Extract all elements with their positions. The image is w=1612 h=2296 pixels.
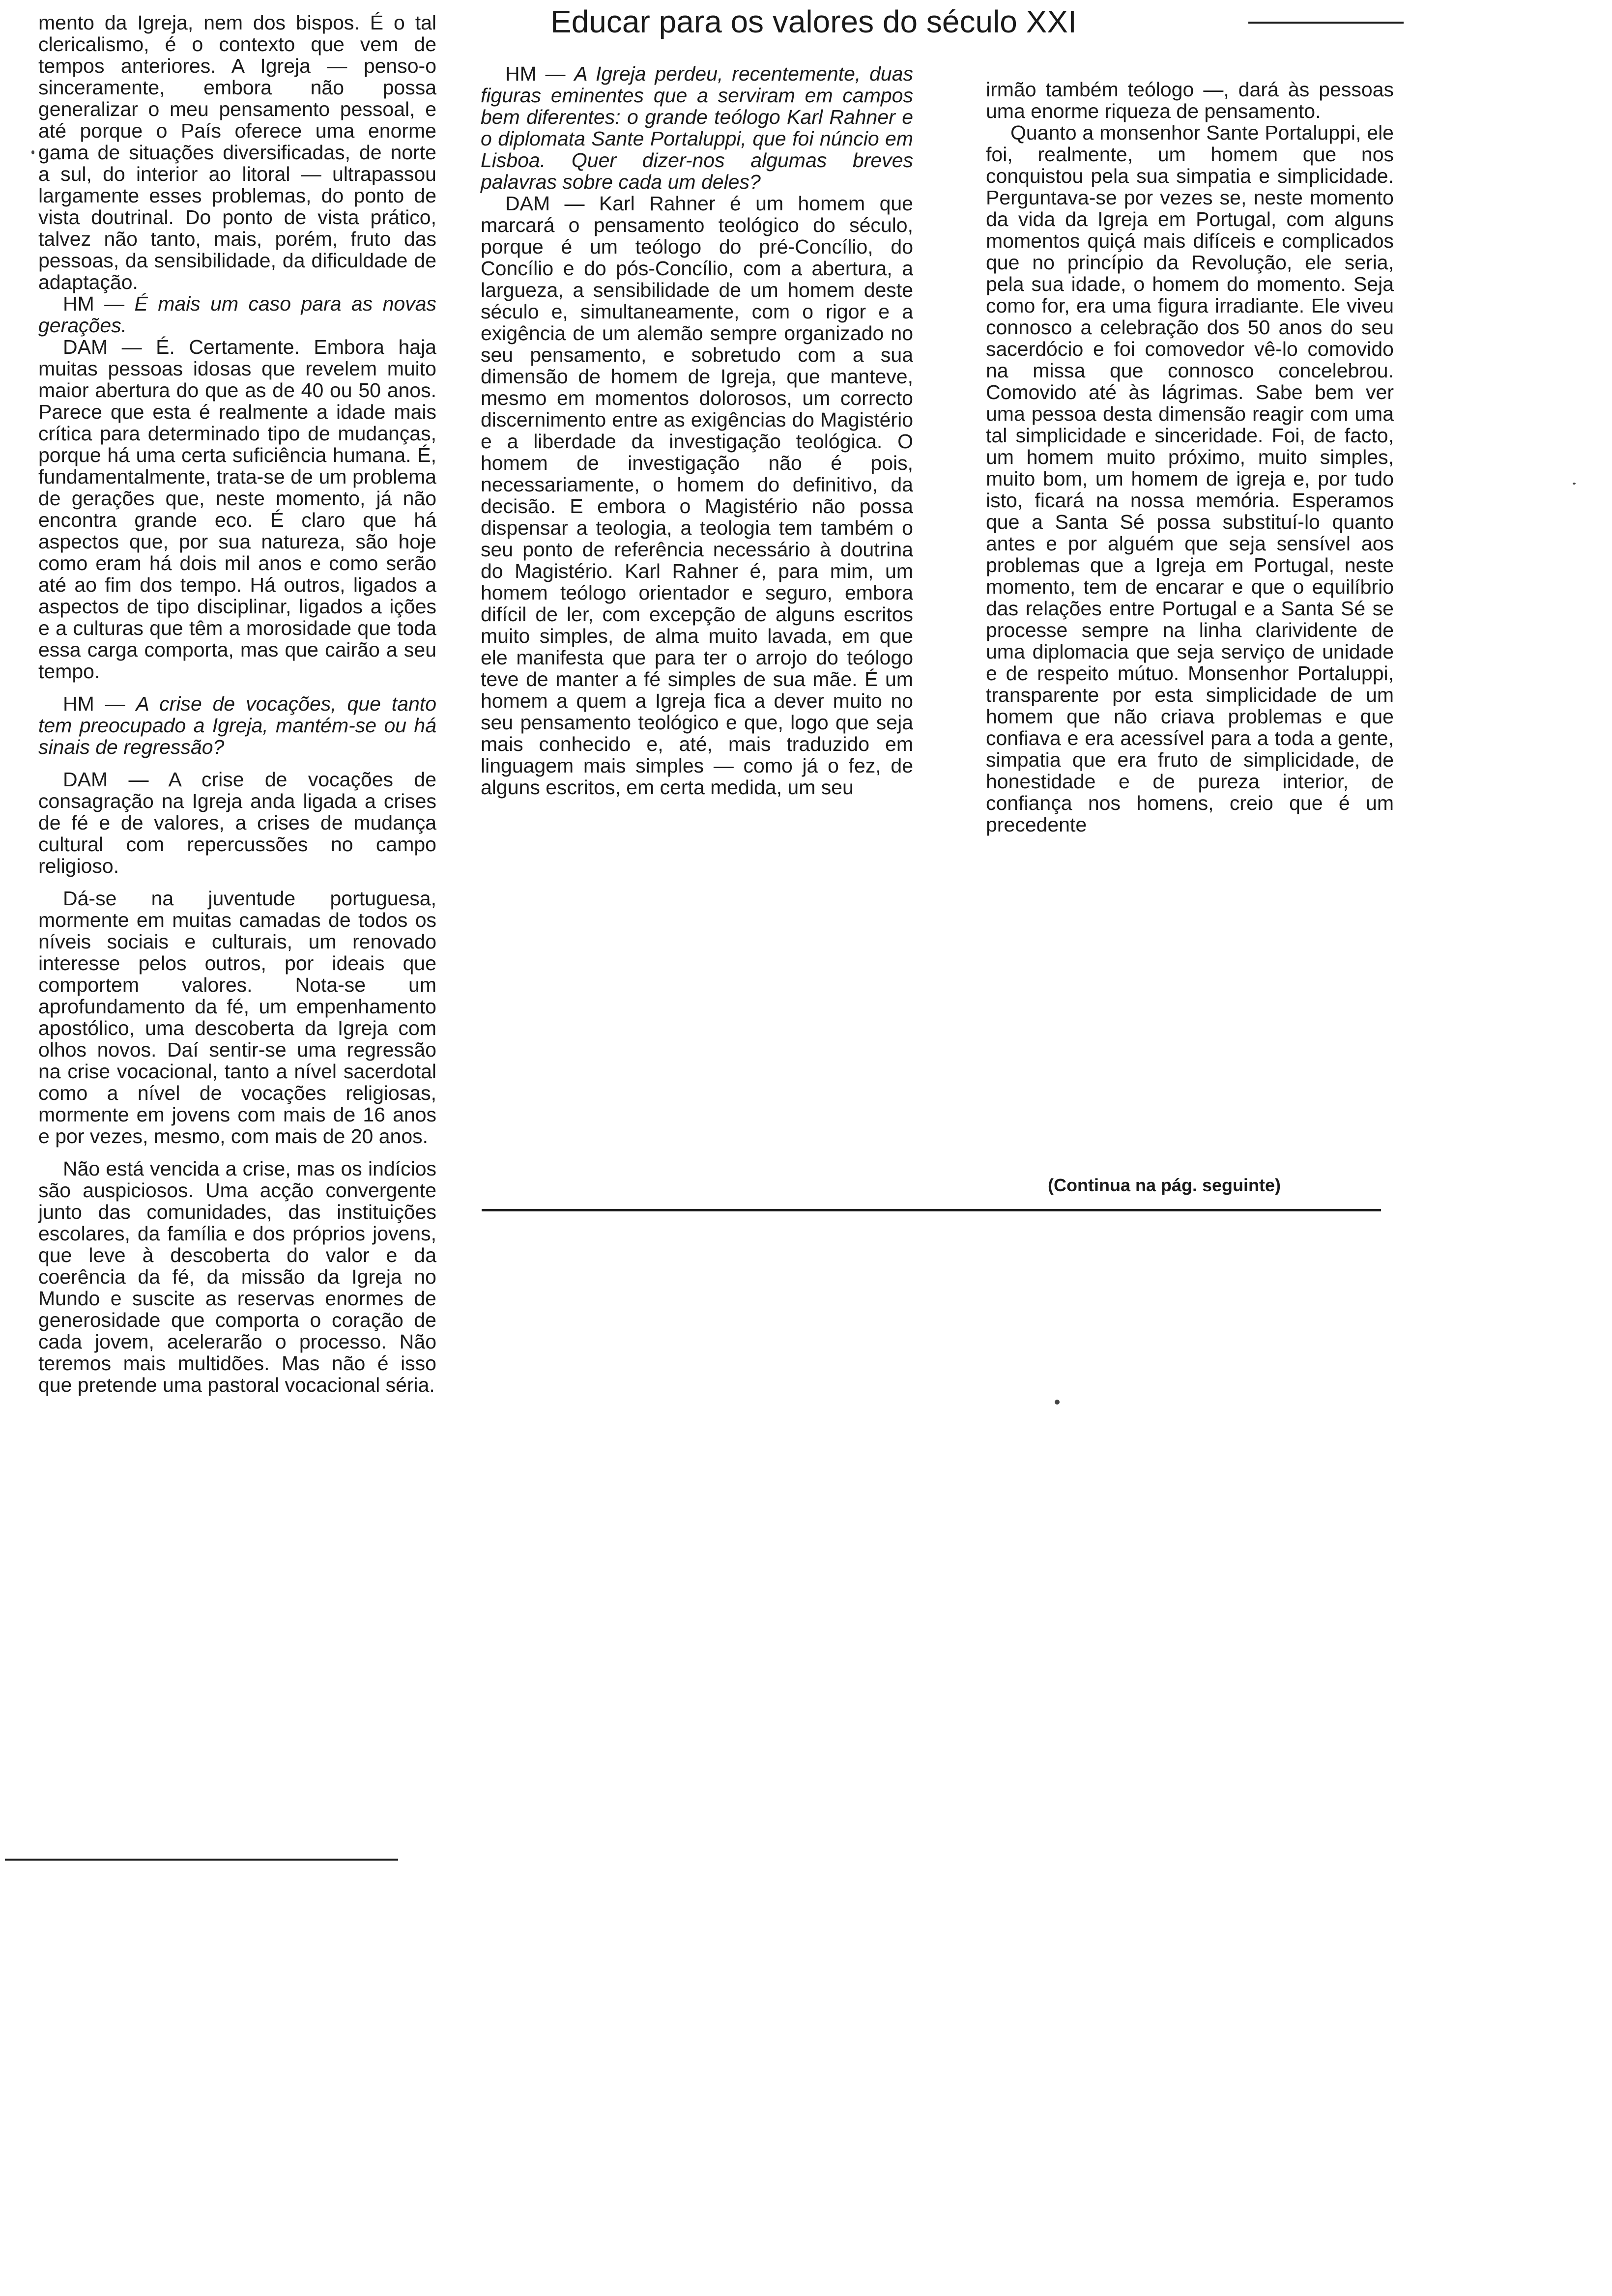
scan-speck xyxy=(1573,483,1576,485)
speaker-label: HM — xyxy=(505,62,575,85)
article-headline: Educar para os valores do século XXI xyxy=(550,4,1077,39)
right-column xyxy=(986,79,1394,835)
article-paragraph xyxy=(986,122,1394,835)
paragraph-text: mento da Igreja, nem dos bispos. É o tal clericalismo, é o contexto que vem de tempos anteriores. A Igreja — penso-o sinceramente, embora não possa generalizar o meu pensamento pessoal, e até porque o País oferece uma enorme gama de situações diversificadas, de norte a sul, do interior ao litoral — ultrapassou largamente esses problemas, do ponto de vista doutrinal. Do ponto de vista prático, talvez não tanto, mais, porém, fruto das pessoas, da sensibilidade, da dificuldade de adaptação. xyxy=(38,11,436,293)
article-paragraph xyxy=(481,193,913,798)
article-paragraph xyxy=(38,1158,436,1396)
paragraph-text: A Igreja perdeu, recentemente, duas figuras eminentes que a serviram em campos bem diferentes: o grande teólogo Karl Rahner e o diplomata Sante Portaluppi, que foi núncio em Lisboa. Quer dizer-nos algumas breves palavras sobre cada um deles? xyxy=(481,62,913,193)
paragraph-text: A crise de vocações, que tanto tem preocupado a Igreja, mantém-se ou há sinais de regressão? xyxy=(38,692,437,758)
left-column xyxy=(38,12,436,1396)
article-paragraph xyxy=(38,693,436,758)
middle-section-rule xyxy=(482,1209,1381,1211)
article-paragraph xyxy=(481,63,913,193)
continuation-note: (Continua na pág. seguinte) xyxy=(1048,1175,1281,1195)
paragraph-text: É mais um caso para as novas gerações. xyxy=(38,292,436,337)
article-paragraph xyxy=(38,12,436,293)
article-paragraph xyxy=(38,769,436,877)
paragraph-text: É. Certamente. Embora haja muitas pessoas idosas que revelem muito maior abertura do que as de 40 ou 50 anos. Parece que esta é realmente a idade mais crítica para determinado tipo de mudanças, porque há uma certa suficiência humana. É, fundamentalmente, trata-se de um problema de gerações que, neste momento, já não encontra grande eco. É claro que há aspectos que, por sua natureza, são hoje como eram há dois mil anos e como serão até ao fim dos tempo. Há outros, ligados a aspectos de tipo disciplinar, ligados a ições e a culturas que têm a morosidade que toda essa carga comporta, mas que cairão a seu tempo. xyxy=(38,336,436,683)
speaker-label: DAM — xyxy=(505,192,599,215)
scan-speck xyxy=(1055,1400,1060,1405)
speaker-label: HM — xyxy=(63,292,135,315)
paragraph-text: irmão também teólogo —, dará às pessoas uma enorme riqueza de pensamento. xyxy=(986,78,1394,122)
article-paragraph xyxy=(986,79,1394,122)
speaker-label: HM — xyxy=(63,692,136,715)
paragraph-text: A crise de vocações de consagração na Igreja anda ligada a crises de fé e de valores, a crises de mudança cultural com repercussões no campo religioso. xyxy=(38,768,436,877)
speaker-label: DAM — xyxy=(63,336,156,358)
top-rule xyxy=(1248,22,1404,24)
article-paragraph xyxy=(38,888,436,1147)
paragraph-text: Dá-se na juventude portuguesa, mormente em muitas camadas de todos os níveis sociais e culturais, um renovado interesse pelos outros, por ideais que comportem valores. Nota-se um aprofundamento da fé, um empenhamento apostólico, uma descoberta da Igreja com olhos novos. Daí sentir-se uma regressão na crise vocacional, tanto a nível sacerdotal como a nível de vocações religiosas, mormente em jovens com mais de 16 anos e por vezes, mesmo, com mais de 20 anos. xyxy=(38,887,436,1148)
scan-speck xyxy=(31,150,34,154)
article-paragraph xyxy=(38,293,436,336)
left-bottom-rule xyxy=(5,1859,398,1861)
paragraph-text: Quanto a monsenhor Sante Portaluppi, ele foi, realmente, um homem que nos conquistou pela sua simpatia e simplicidade. Perguntava-se por vezes se, neste momento da vida da Igreja em Portugal, com alguns momentos quiçá mais difíceis e complicados que no princípio da Revolução, ele seria, pela sua idade, o homem do momento. Seja como for, era uma figura irradiante. Ele viveu connosco a celebração dos 50 anos do seu sacerdócio e foi comovedor vê-lo comovido na missa que connosco concelebrou. Comovido até às lágrimas. Sabe bem ver uma pessoa desta dimensão reagir com uma tal simplicidade e sinceridade. Foi, de facto, um homem muito próximo, muito simples, muito bom, um homem de igreja e, por tudo isto, ficará na nossa memória. Esperamos que a Santa Sé possa substituí-lo quanto antes e por alguém que seja sensível aos problemas que a Igreja em Portugal, neste momento, tem de encarar e que o equilíbrio das relações entre Portugal e a Santa Sé se processe sempre na linha clarividente de uma diplomacia que seja serviço de unidade e de respeito mútuo. Monsenhor Portaluppi, transparente por esta simplicidade de um homem que não criava problemas e que confiava e era acessível para a toda a gente, simpatia que era fruto de simplicidade, de honestidade e de pureza interior, de confiança nos homens, creio que é um precedente xyxy=(986,121,1394,836)
paragraph-text: Karl Rahner é um homem que marcará o pensamento teológico do século, porque é um teólogo do pré-Concílio, do Concílio e do pós-Concílio, com a abertura, a largueza, a sensibilidade de um homem deste século e, simultaneamente, com o rigor e a exigência de um alemão sempre organizado no seu pensamento, e sobretudo com a sua dimensão de homem de Igreja, que manteve, mesmo em momentos dolorosos, um correcto discernimento entre as exigências do Magistério e a liberdade da investigação teológica. O homem de investigação não é pois, necessariamente, o homem do definitivo, da decisão. E embora o Magistério não possa dispensar a teologia, a teologia tem também o seu ponto de referência necessário à doutrina do Magistério. Karl Rahner é, para mim, um homem teólogo orientador e seguro, embora difícil de ler, com excepção de alguns escritos muito simples, de alma muito lavada, em que ele manifesta que para ter o arrojo do teólogo teve de manter a fé simples de sua mãe. É um homem a quem a Igreja fica a dever muito no seu pensamento teológico e que, logo que seja mais conhecido e, até, mais traduzido em linguagem mais simples — como já o fez, de alguns escritos, em certa medida, um seu xyxy=(481,192,913,799)
middle-column xyxy=(481,63,913,798)
paragraph-text: Não está vencida a crise, mas os indícios são auspiciosos. Uma acção convergente junto das comunidades, das instituições escolares, da família e dos próprios jovens, que leve à descoberta do valor e da coerência da fé, da missão da Igreja no Mundo e suscite as reservas enormes de generosidade que comporta o coração de cada jovem, acelerarão o processo. Não teremos mais multidões. Mas não é isso que pretende uma pastoral vocacional séria. xyxy=(38,1157,436,1396)
speaker-label: DAM — xyxy=(63,768,169,791)
article-paragraph xyxy=(38,336,436,682)
